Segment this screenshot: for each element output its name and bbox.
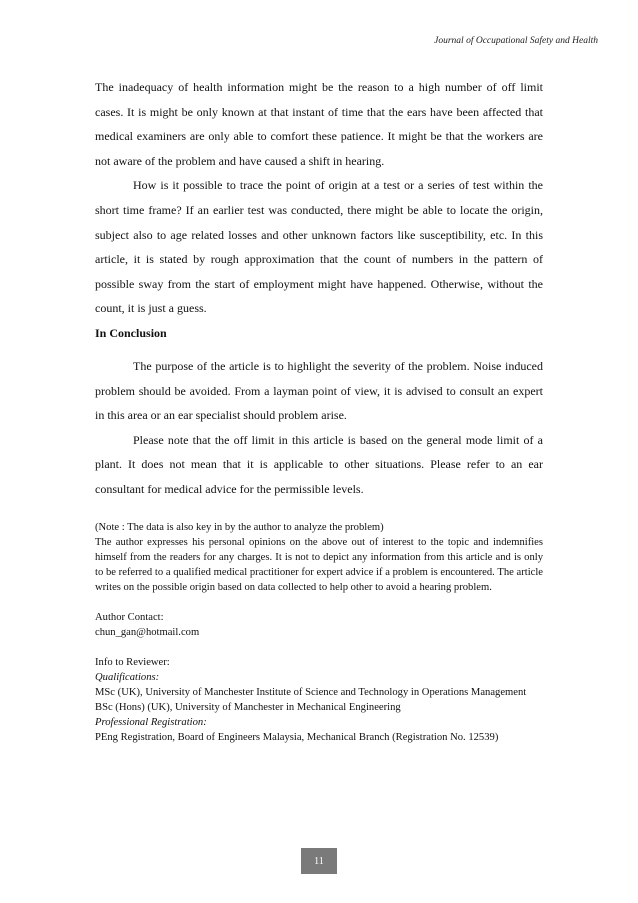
disclaimer: The author expresses his personal opinions on the above out of interest to the topic and indemnifies himself from the readers for any charges. It is not to depict any information from this article and is only to be referred to a qualified medical practitioner for expert advice if a problem is encountered. The article writes on the possible origin based on data collected to help other to avoid a hearing problem.	[95, 537, 543, 593]
body-paragraph: How is it possible to trace the point of origin at a test or a series of test within the short time frame? If an earlier test was conducted, there might be able to locate the origin, subject also to age related losses and other unknown factors like susceptibility, etc. In this article, it is stated by rough approximation that the count of numbers in the pattern of possible sway from the start of employment might have happened. Otherwise, without the count, it is just a guess.	[95, 178, 543, 316]
registration-label: Professional Registration:	[95, 717, 207, 728]
spacer	[95, 640, 543, 655]
qualification-item: BSc (Hons) (UK), University of Manchester in Mechanical Engineering	[95, 702, 401, 713]
qualifications-label: Qualifications:	[95, 672, 160, 683]
conclusion-paragraph: The purpose of the article is to highlight the severity of the problem. Noise induced problem should be avoided. From a layman point of view, it is advised to consult an expert in this area or an ear specialist should problem arise.	[95, 359, 543, 423]
data-note: (Note : The data is also key in by the author to analyze the problem)	[95, 522, 384, 533]
conclusion-section	[95, 354, 543, 502]
reviewer-label: Info to Reviewer:	[95, 657, 170, 668]
body-section	[95, 75, 543, 321]
contact-label: Author Contact:	[95, 612, 164, 623]
page-number: 11	[301, 848, 337, 874]
body-paragraph: The inadequacy of health information might be the reason to a high number of off limit cases. It is might be only known at that instant of time that the ears have been affected that medical examiners are only able to comfort these patience. It might be that the workers are not aware of the problem and have caused a shift in hearing.	[95, 80, 543, 168]
notes-section	[95, 520, 543, 745]
qualification-item: MSc (UK), University of Manchester Institute of Science and Technology in Operations Management	[95, 687, 527, 698]
spacer	[95, 595, 543, 610]
registration-info: PEng Registration, Board of Engineers Malaysia, Mechanical Branch (Registration No. 12539)	[95, 732, 499, 743]
journal-header: Journal of Occupational Safety and Health	[434, 36, 598, 46]
section-heading: In Conclusion	[95, 326, 167, 340]
conclusion-paragraph: Please note that the off limit in this article is based on the general mode limit of a plant. It does not mean that it is applicable to other situations. Please refer to an ear consultant for medical advice for the permissible levels.	[95, 432, 543, 496]
contact-email: chun_gan@hotmail.com	[95, 627, 200, 638]
